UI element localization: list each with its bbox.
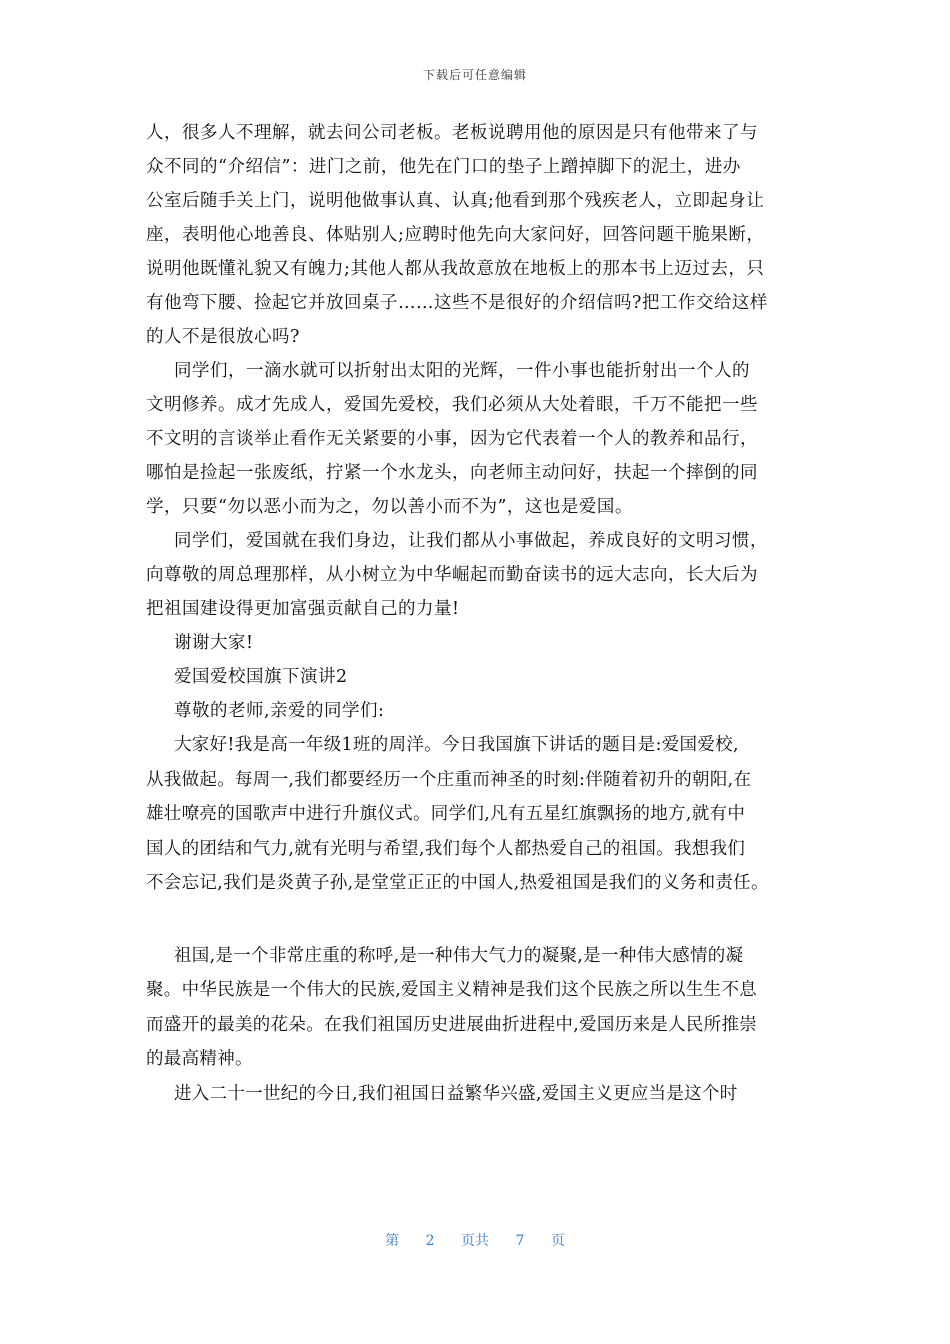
text-line: 而盛开的最美的花朵。在我们祖国历史进展曲折进程中,爱国历来是人民所推崇 [146,1014,758,1035]
text-line: 说明他既懂礼貌又有魄力;其他人都从我故意放在地板上的那本书上迈过去，只 [146,259,765,279]
paragraph-gap [146,901,818,939]
text-line: 人，很多人不理解，就去问公司老板。老板说聘用他的原因是只有他带来了与 [146,123,758,143]
text-line: 不文明的言谈举止看作无关紧要的小事，因为它代表着一个人的教养和品行， [146,429,758,449]
current-page-number: 2 [425,1233,435,1249]
text-line: 雄壮嘹亮的国歌声中进行升旗仪式。同学们,凡有五星红旗飘扬的地方,就有中 [146,804,746,824]
paragraph-start: 进入二十一世纪的今日,我们祖国日益繁华兴盛,爱国主义更应当是这个时 [174,1083,738,1104]
document-body [146,116,818,1111]
page-label-suffix: 页 [550,1233,565,1249]
text-line: 向尊敬的周总理那样，从小树立为中华崛起而勤奋读书的远大志向，长大后为 [146,565,758,585]
text-line: 把祖国建设得更加富强贡献自己的力量! [146,599,460,619]
total-pages-number: 7 [515,1233,525,1249]
section-title: 爱国爱校国旗下演讲2 [174,667,348,687]
page-header: 下载后可任意编辑 [422,68,527,82]
text-line: 的最高精神。 [146,1049,253,1069]
text-line: 不会忘记,我们是炎黄子孙,是堂堂正正的中国人,热爱祖国是我们的义务和责任。 [146,873,769,893]
page-footer [0,1230,950,1250]
paragraph-start: 大家好!我是高一年级1班的周洋。今日我国旗下讲话的题目是:爱国爱校, [174,735,739,755]
closing-line: 谢谢大家! [174,633,254,653]
paragraph-start: 祖国,是一个非常庄重的称呼,是一种伟大气力的凝聚,是一种伟大感情的凝 [174,945,744,966]
text-line: 从我做起。每周一,我们都要经历一个庄重而神圣的时刻:伴随着初升的朝阳,在 [146,769,752,790]
salutation: 尊敬的老师,亲爱的同学们: [174,701,385,721]
text-line: 众不同的“介绍信”：进门之前，他先在门口的垫子上蹭掉脚下的泥土，进办 [146,157,741,177]
paragraph-start: 同学们，爱国就在我们身边，让我们都从小事做起，养成良好的文明习惯， [174,531,768,551]
text-line: 文明修养。成才先成人，爱国先爱校，我们必须从大处着眼，千万不能把一些 [146,395,758,415]
text-line: 座，表明他心地善良、体贴别人;应聘时他先向大家问好，回答问题干脆果断， [146,225,765,245]
paragraph-start: 同学们，一滴水就可以折射出太阳的光辉，一件小事也能折射出一个人的 [174,361,750,381]
text-line: 有他弯下腰、捡起它并放回桌子……这些不是很好的介绍信吗?把工作交给这样 [146,293,768,313]
text-line: 聚。中华民族是一个伟大的民族,爱国主义精神是我们这个民族之所以生生不息 [146,980,758,1000]
text-line: 国人的团结和气力,就有光明与希望,我们每个人都热爱自己的祖国。我想我们 [146,838,746,859]
text-line: 公室后随手关上门，说明他做事认真、认真;他看到那个残疾老人，立即起身让 [146,191,765,211]
text-line: 的人不是很放心吗? [146,327,300,347]
page-label-mid: 页共 [461,1233,489,1249]
text-line: 哪怕是捡起一张废纸，拧紧一个水龙头，向老师主动问好，扶起一个摔倒的同 [146,463,758,483]
text-line: 学，只要“勿以恶小而为之，勿以善小而不为”，这也是爱国。 [146,497,633,517]
page-label-prefix: 第 [385,1233,400,1249]
